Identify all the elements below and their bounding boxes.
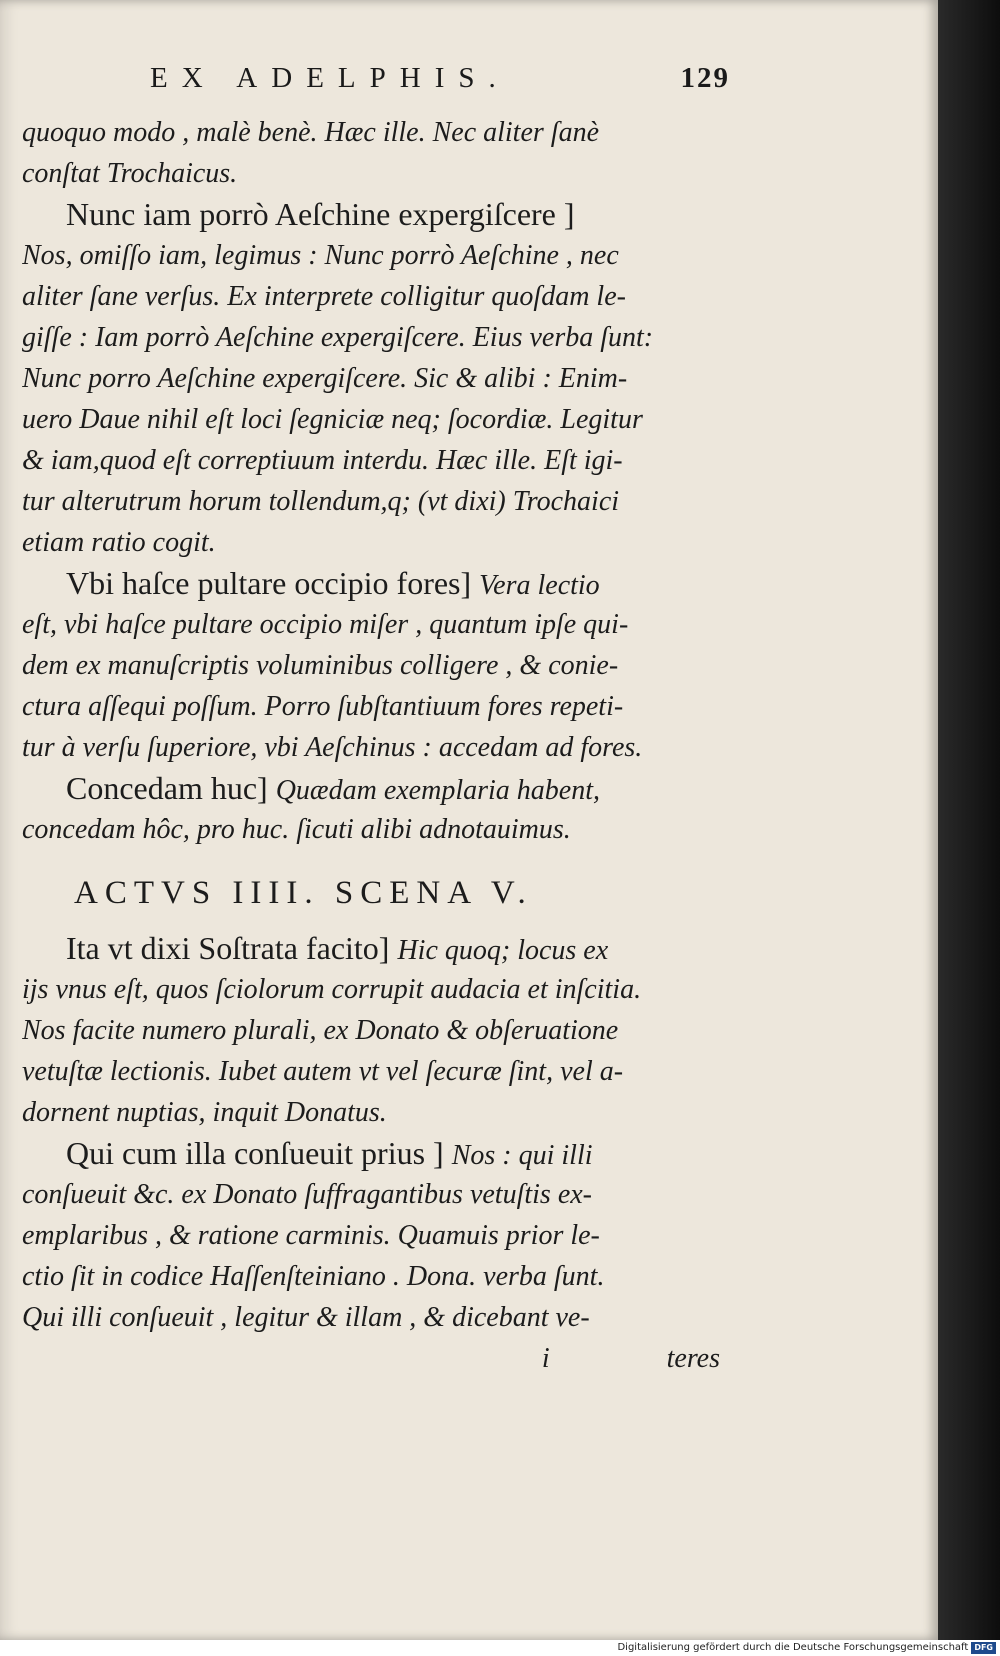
running-head-title: EX ADELPHIS.	[150, 62, 510, 94]
text-line: dornent nuptias, inquit Donatus.	[22, 1097, 387, 1128]
lemma: Concedam huc]	[66, 770, 268, 806]
text-line: conſueuit &c. ex Donato ſuffragantibus vetuſtis ex-	[22, 1179, 592, 1210]
lemma-line	[22, 768, 728, 809]
text-line: aliter ſane verſus. Ex interprete colligitur quoſdam le-	[22, 281, 626, 312]
scan-background	[938, 0, 1000, 1640]
commentary: Quædam exemplaria habent,	[275, 775, 600, 806]
text-block	[22, 112, 728, 1379]
text-line: & iam,quod eſt correptiuum interdu. Hæc ille. Eſt igi-	[22, 445, 623, 476]
running-head	[150, 62, 730, 95]
lemma: Vbi haſce pultare occipio fores]	[66, 565, 472, 601]
text-line: quoquo modo , malè benè. Hæc ille. Nec aliter ſanè	[22, 117, 599, 148]
lemma: Ita vt dixi Soſtrata facito]	[66, 930, 390, 966]
text-line: Nos facite numero plurali, ex Donato & obſeruatione	[22, 1015, 619, 1046]
text-line: etiam ratio cogit.	[22, 527, 216, 558]
text-line: concedam hôc, pro huc. ſicuti alibi adnotauimus.	[22, 814, 571, 845]
lemma: Nunc iam porrò Aeſchine expergiſcere ]	[66, 196, 575, 232]
lemma-line	[22, 1133, 728, 1174]
text-line: dem ex manuſcriptis voluminibus colligere , & conie-	[22, 650, 619, 681]
text-line: Nunc porro Aeſchine expergiſcere. Sic & alibi : Enim-	[22, 363, 628, 394]
text-line: giſſe : Iam porrò Aeſchine expergiſcere. Eius verba ſunt:	[22, 322, 654, 353]
text-line: Qui illi conſueuit , legitur & illam , & dicebant ve-	[22, 1302, 590, 1333]
lemma-line	[22, 928, 728, 969]
lemma: Qui cum illa conſueuit prius ]	[66, 1135, 444, 1171]
text-line: ctura aſſequi poſſum. Porro ſubſtantiuum fores repeti-	[22, 691, 624, 722]
page-number: 129	[680, 62, 730, 94]
text-line: eſt, vbi haſce pultare occipio miſer , quantum ipſe qui-	[22, 609, 629, 640]
section-heading: ACTVS IIII. SCENA V.	[74, 875, 533, 911]
lemma-line	[22, 194, 728, 235]
catchword-line	[22, 1338, 728, 1379]
text-line: vetuſtæ lectionis. Iubet autem vt vel ſecuræ ſint, vel a-	[22, 1056, 624, 1087]
text-line: Nos, omiſſo iam, legimus : Nunc porrò Aeſchine , nec	[22, 240, 619, 271]
commentary: Vera lectio	[479, 570, 600, 601]
catchword: teres	[666, 1343, 720, 1374]
text-line: tur alterutrum horum tollendum,q; (vt dixi) Trochaici	[22, 486, 620, 517]
footer-bar	[0, 1640, 1000, 1656]
dfg-logo-icon: DFG	[971, 1642, 996, 1654]
text-line: conſtat Trochaicus.	[22, 158, 238, 189]
text-line: ijs vnus eſt, quos ſciolorum corrupit audacia et inſcitia.	[22, 974, 642, 1005]
signature-mark: i	[541, 1343, 550, 1374]
text-line: emplaribus , & ratione carminis. Quamuis prior le-	[22, 1220, 600, 1251]
footer-text: Digitalisierung gefördert durch die Deutsche Forschungsgemeinschaft	[617, 1642, 969, 1653]
commentary: Nos : qui illi	[451, 1140, 593, 1171]
lemma-line	[22, 563, 728, 604]
commentary: Hic quoq; locus ex	[397, 935, 609, 966]
text-line: ctio ſit in codice Haſſenſteiniano . Dona. verba ſunt.	[22, 1261, 605, 1292]
text-line: uero Daue nihil eſt loci ſegniciæ neq; ſocordiæ. Legitur	[22, 404, 643, 435]
text-line: tur à verſu ſuperiore, vbi Aeſchinus : accedam ad fores.	[22, 732, 643, 763]
